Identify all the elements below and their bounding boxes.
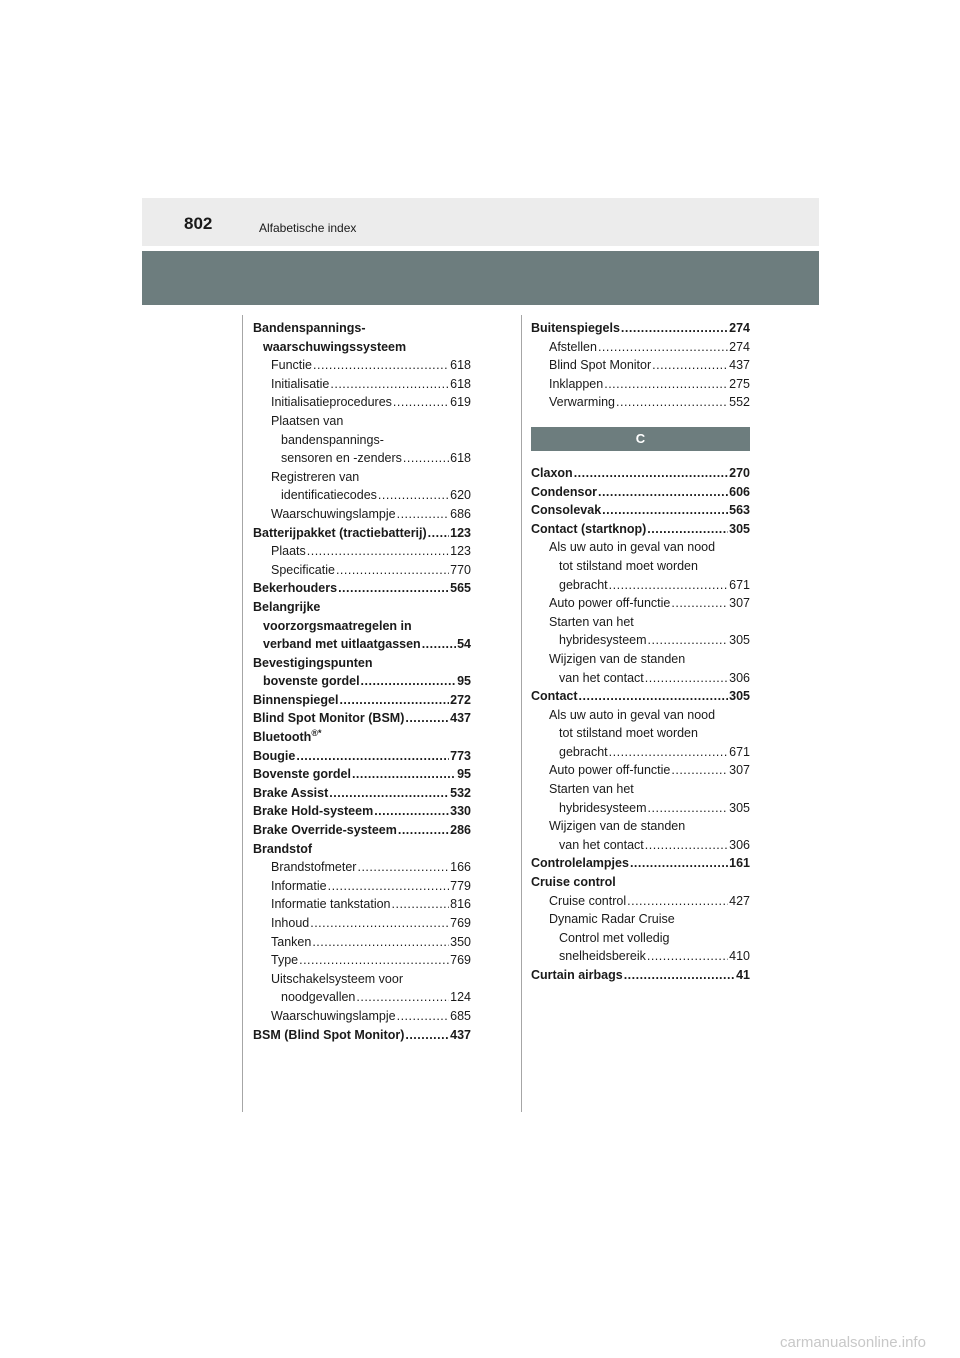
entry-term: Als uw auto in geval van nood	[549, 540, 716, 555]
entry-term: van het contact	[559, 670, 644, 685]
dot-leader	[602, 501, 728, 520]
dot-leader	[393, 393, 449, 412]
index-subentry	[253, 1007, 471, 1026]
index-subentry	[253, 895, 471, 914]
entry-term: Cruise control	[531, 875, 616, 890]
index-subheading	[253, 970, 471, 989]
entry-term: Afstellen	[549, 339, 597, 354]
index-subentry	[531, 743, 750, 762]
index-subentry	[253, 858, 471, 877]
index-subentry	[253, 356, 471, 375]
dot-leader	[405, 709, 449, 728]
index-entry	[253, 635, 471, 654]
index-entry	[253, 802, 471, 821]
index-subentry	[531, 836, 750, 855]
entry-term: Verwarming	[549, 395, 615, 410]
index-subentry	[253, 877, 471, 896]
index-entry	[531, 464, 750, 483]
dot-leader	[405, 1026, 449, 1045]
entry-term: Brake Override-systeem	[253, 823, 397, 838]
header-bar	[142, 198, 819, 246]
entry-page-number: 305	[729, 800, 750, 815]
index-entry	[253, 765, 471, 784]
dot-leader	[392, 895, 450, 914]
entry-page-number: 769	[450, 916, 471, 930]
entry-term: Initialisatie	[271, 376, 330, 391]
index-subentry	[253, 449, 471, 468]
dot-leader	[627, 892, 728, 911]
entry-page-number: 619	[450, 395, 471, 410]
entry-page-number: 286	[450, 823, 471, 838]
entry-page-number: 671	[729, 577, 750, 592]
index-subheading	[531, 724, 750, 743]
entry-term: Consolevak	[531, 503, 602, 518]
entry-term: Condensor	[531, 484, 597, 499]
dot-leader	[652, 356, 728, 375]
dot-leader	[339, 691, 449, 710]
entry-term: Control met volledig	[559, 930, 670, 945]
dot-leader	[609, 576, 728, 595]
dot-leader	[378, 486, 449, 505]
entry-term: Contact (startknop)	[531, 521, 647, 536]
entry-term: Buitenspiegels	[531, 321, 620, 335]
entry-term: Informatie	[271, 878, 327, 893]
entry-page-number: 779	[450, 878, 471, 893]
entry-term: Auto power off-functie	[549, 596, 671, 611]
dot-leader	[357, 858, 449, 877]
entry-page-number: 274	[729, 321, 750, 335]
entry-page-number: 620	[450, 488, 471, 503]
entry-term: Uitschakelsysteem voor	[271, 971, 403, 986]
index-subheading	[531, 557, 750, 576]
entry-term: Contact	[531, 689, 578, 704]
entry-term: Bougie	[253, 748, 296, 763]
entry-term: Auto power off-functie	[549, 763, 671, 778]
index-heading	[253, 728, 471, 747]
entry-term: Registreren van	[271, 469, 360, 484]
section-header-c: C	[531, 427, 750, 451]
entry-term: Plaats	[271, 544, 306, 559]
index-entry	[531, 854, 750, 873]
entry-page-number: 552	[729, 395, 750, 410]
dot-leader	[296, 747, 449, 766]
dot-leader	[645, 836, 728, 855]
entry-page-number: 95	[457, 767, 471, 782]
entry-page-number: 410	[729, 949, 750, 964]
entry-page-number: 671	[729, 744, 750, 759]
index-heading	[253, 319, 471, 338]
page-title: Alfabetische index	[259, 221, 357, 235]
entry-term: BSM (Blind Spot Monitor)	[253, 1027, 405, 1042]
index-subentry	[531, 338, 750, 357]
entry-term: hybridesysteem	[559, 633, 647, 648]
entry-term: waarschuwingssysteem	[263, 339, 407, 354]
index-subentry	[253, 542, 471, 561]
entry-term: Bovenste gordel	[253, 767, 351, 782]
entry-term: voorzorgsmaatregelen in	[263, 618, 412, 633]
dot-leader	[336, 561, 449, 580]
entry-page-number: 161	[729, 856, 750, 871]
index-heading	[253, 598, 471, 617]
dot-leader	[604, 375, 728, 394]
entry-page-number: 305	[729, 633, 750, 648]
entry-term: Type	[271, 953, 299, 968]
entry-page-number: 275	[729, 376, 750, 391]
superscript-mark: ®*	[311, 727, 322, 738]
dot-leader	[624, 966, 735, 985]
entry-page-number: 606	[729, 484, 750, 499]
entry-term: Functie	[271, 358, 312, 373]
entry-page-number: 330	[450, 804, 471, 819]
entry-term: bandenspannings-	[281, 432, 384, 447]
index-heading	[253, 338, 471, 357]
dot-leader	[428, 524, 449, 543]
entry-term: Binnenspiegel	[253, 692, 339, 707]
entry-term: Inhoud	[271, 916, 310, 930]
index-subheading	[531, 929, 750, 948]
index-entry	[253, 524, 471, 543]
entry-page-number: 618	[450, 376, 471, 391]
entry-term: Starten van het	[549, 782, 634, 797]
entry-term: Blind Spot Monitor	[549, 358, 652, 373]
index-subentry	[253, 393, 471, 412]
index-subentry	[531, 669, 750, 688]
dot-leader	[328, 877, 450, 896]
index-subentry	[253, 486, 471, 505]
entry-page-number: 95	[457, 674, 471, 689]
entry-term: Wijzigen van de standen	[549, 819, 686, 834]
entry-term: Informatie tankstation	[271, 897, 391, 912]
index-entry	[531, 319, 750, 338]
entry-page-number: 305	[729, 689, 750, 704]
entry-term: tot stilstand moet worden	[559, 558, 698, 573]
entry-term: van het contact	[559, 837, 644, 852]
entry-page-number: 306	[729, 670, 750, 685]
dot-leader	[645, 669, 728, 688]
entry-term: Bekerhouders	[253, 581, 338, 596]
entry-term: Claxon	[531, 465, 573, 480]
dot-leader	[598, 338, 728, 357]
entry-page-number: 272	[450, 692, 471, 707]
index-subheading	[253, 468, 471, 487]
index-subentry	[531, 576, 750, 595]
entry-term: Brake Assist	[253, 785, 329, 800]
index-entry	[531, 520, 750, 539]
entry-term: Cruise control	[549, 893, 627, 908]
dot-leader	[374, 802, 449, 821]
index-subentry	[531, 947, 750, 966]
index-subentry	[531, 799, 750, 818]
dot-leader	[330, 375, 449, 394]
dot-leader	[598, 483, 728, 502]
entry-term: hybridesysteem	[559, 800, 647, 815]
entry-term: Inklappen	[549, 376, 604, 391]
header-band	[142, 251, 819, 305]
entry-page-number: 532	[450, 785, 471, 800]
index-subheading	[253, 431, 471, 450]
index-subentry	[531, 375, 750, 394]
index-heading	[253, 617, 471, 636]
entry-term: Als uw auto in geval van nood	[549, 707, 716, 722]
dot-leader	[648, 799, 729, 818]
entry-page-number: 123	[450, 544, 471, 559]
index-subheading	[531, 780, 750, 799]
dot-leader	[671, 761, 728, 780]
index-column-right	[531, 319, 750, 985]
entry-term: Bandenspannings-	[253, 321, 366, 335]
index-entry	[253, 709, 471, 728]
entry-page-number: 769	[450, 953, 471, 968]
entry-term: Blind Spot Monitor (BSM)	[253, 711, 405, 726]
dot-leader	[313, 356, 449, 375]
watermark: carmanualsonline.info	[780, 1334, 926, 1351]
entry-page-number: 270	[729, 465, 750, 480]
index-subheading	[253, 412, 471, 431]
entry-page-number: 123	[450, 525, 471, 540]
entry-term: Waarschuwingslampje	[271, 1008, 396, 1023]
entry-page-number: 770	[450, 562, 471, 577]
index-entry	[253, 579, 471, 598]
entry-page-number: 307	[729, 763, 750, 778]
entry-page-number: 685	[450, 1008, 471, 1023]
index-subentry	[531, 761, 750, 780]
dot-leader	[299, 951, 449, 970]
index-subentry	[253, 951, 471, 970]
dot-leader	[338, 579, 449, 598]
index-subheading	[531, 650, 750, 669]
entry-term: Initialisatieprocedures	[271, 395, 392, 410]
index-subentry	[531, 892, 750, 911]
entry-page-number: 427	[729, 893, 750, 908]
entry-page-number: 816	[450, 897, 471, 912]
dot-leader	[329, 784, 449, 803]
entry-page-number: 565	[450, 581, 471, 596]
dot-leader	[616, 393, 728, 412]
dot-leader	[671, 594, 728, 613]
page-number: 802	[184, 214, 213, 233]
dot-leader	[648, 631, 729, 650]
dot-leader	[397, 1007, 450, 1026]
dot-leader	[310, 914, 449, 933]
entry-page-number: 124	[450, 990, 471, 1005]
entry-page-number: 305	[729, 521, 750, 536]
dot-leader	[647, 947, 728, 966]
entry-page-number: 41	[736, 968, 750, 982]
index-subentry	[531, 356, 750, 375]
dot-leader	[609, 743, 728, 762]
entry-term: Brandstofmeter	[271, 860, 357, 875]
index-entry	[531, 501, 750, 520]
entry-term: Brake Hold-systeem	[253, 804, 374, 819]
index-heading	[531, 873, 750, 892]
entry-page-number: 437	[450, 1027, 471, 1042]
index-subheading	[531, 538, 750, 557]
entry-page-number: 54	[457, 637, 471, 652]
entry-term: Dynamic Radar Cruise	[549, 912, 675, 927]
dot-leader	[647, 520, 728, 539]
index-entry	[531, 966, 750, 985]
index-subentry	[253, 988, 471, 1007]
entry-page-number: 437	[729, 358, 750, 373]
entry-term: Belangrijke	[253, 599, 321, 614]
dot-leader	[397, 505, 450, 524]
entry-term: Curtain airbags	[531, 968, 623, 982]
entry-term: sensoren en -zenders	[281, 451, 402, 466]
entry-term: Batterijpakket (tractiebatterij)	[253, 525, 427, 540]
column-divider-middle	[521, 315, 522, 1112]
entry-term: Brandstof	[253, 841, 313, 856]
entry-term: Wijzigen van de standen	[549, 651, 686, 666]
index-subentry	[253, 505, 471, 524]
dot-leader	[361, 672, 457, 691]
entry-page-number: 350	[450, 934, 471, 949]
dot-leader	[403, 449, 449, 468]
index-subentry	[253, 914, 471, 933]
entry-term: gebracht	[559, 744, 608, 759]
index-entry	[531, 687, 750, 706]
dot-leader	[307, 542, 449, 561]
entry-term: Starten van het	[549, 614, 634, 629]
entry-term: tot stilstand moet worden	[559, 726, 698, 741]
entry-page-number: 686	[450, 506, 471, 521]
index-heading	[253, 654, 471, 673]
entry-term: Tanken	[271, 934, 312, 949]
dot-leader	[312, 933, 449, 952]
entry-page-number: 307	[729, 596, 750, 611]
entry-term: Waarschuwingslampje	[271, 506, 396, 521]
index-entry	[253, 821, 471, 840]
dot-leader	[352, 765, 456, 784]
entry-term: snelheidsbereik	[559, 949, 646, 964]
index-entry	[253, 691, 471, 710]
column-divider-left	[242, 315, 243, 1112]
entry-term: Specificatie	[271, 562, 335, 577]
dot-leader	[356, 988, 449, 1007]
entry-page-number: 274	[729, 339, 750, 354]
index-subheading	[531, 910, 750, 929]
index-subentry	[253, 561, 471, 580]
index-column-left	[253, 319, 471, 1044]
entry-page-number: 563	[729, 503, 750, 518]
index-entry	[253, 747, 471, 766]
index-subheading	[531, 613, 750, 632]
entry-term: bovenste gordel	[263, 674, 360, 689]
entry-term: Plaatsen van	[271, 413, 344, 428]
dot-leader	[574, 464, 728, 483]
entry-term: gebracht	[559, 577, 608, 592]
entry-term: verband met uitlaatgassen	[263, 637, 421, 652]
entry-page-number: 306	[729, 837, 750, 852]
index-entry	[253, 784, 471, 803]
index-entry	[253, 1026, 471, 1045]
index-entry	[531, 483, 750, 502]
dot-leader	[630, 854, 728, 873]
entry-page-number: 618	[450, 451, 471, 466]
index-subentry	[253, 375, 471, 394]
index-subheading	[531, 817, 750, 836]
entry-page-number: 773	[450, 748, 471, 763]
index-heading	[253, 840, 471, 859]
index-subentry	[531, 393, 750, 412]
dot-leader	[621, 319, 728, 338]
dot-leader	[398, 821, 449, 840]
dot-leader	[422, 635, 456, 654]
entry-term: Bevestigingspunten	[253, 655, 373, 670]
entry-page-number: 618	[450, 358, 471, 373]
entry-term: Controlelampjes	[531, 856, 629, 871]
index-entry	[253, 672, 471, 691]
entry-page-number: 437	[450, 711, 471, 726]
entry-term: identificatiecodes	[281, 488, 377, 503]
dot-leader	[579, 687, 729, 706]
index-subentry	[531, 594, 750, 613]
index-subentry	[531, 631, 750, 650]
entry-page-number: 166	[450, 860, 471, 875]
entry-term: noodgevallen	[281, 990, 356, 1005]
index-subheading	[531, 706, 750, 725]
entry-term: Bluetooth	[253, 730, 312, 745]
index-subentry	[253, 933, 471, 952]
